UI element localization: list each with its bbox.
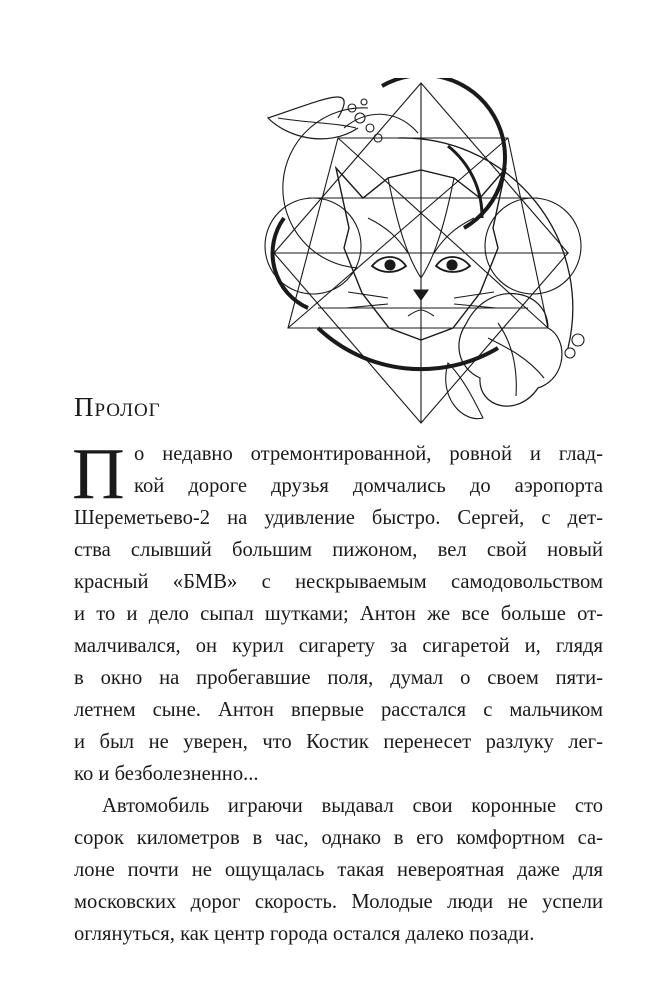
chapter-title: Пролог [74,392,161,422]
cat-mandala-illustration [248,78,594,428]
text-line: и был не уверен, что Костик перенесет разлуку лег- [74,731,603,753]
body-text [72,433,603,950]
text-line: оглянуться, как центр города остался далеко позади. [74,923,535,945]
text-line: малчивался, он курил сигарету за сигаретой и, глядя [74,635,603,657]
text-line: кой дороге друзья домчались до аэропорта [134,475,603,497]
text-line: ства слывший большим пижоном, вел свой новый [74,539,603,561]
text-line: лоне почти не ощущалась такая невероятная даже для [74,859,603,881]
text-line: московских дорог скорость. Молодые люди не успели [74,891,603,913]
text-line: и то и дело сыпал шутками; Антон же все больше от- [74,603,603,625]
text-line: сорок километров в час, однако в его комфортном са- [74,827,603,849]
text-line: в окно на пробегавшие поля, думал о своем пяти- [74,667,603,689]
text-line: ко и безболезненно... [74,763,259,785]
text-line: о недавно отремонтированной, ровной и глад- [134,443,603,465]
drop-cap: П [72,433,125,514]
text-line: Автомобиль играючи выдавал свои коронные сто [102,795,603,817]
text-line: летнем сыне. Антон впервые расстался с мальчиком [74,699,603,721]
text-line: красный «БМВ» с нескрываемым самодовольством [74,571,603,593]
text-line: Шереметьево-2 на удивление быстро. Сергей, с дет- [74,507,603,529]
